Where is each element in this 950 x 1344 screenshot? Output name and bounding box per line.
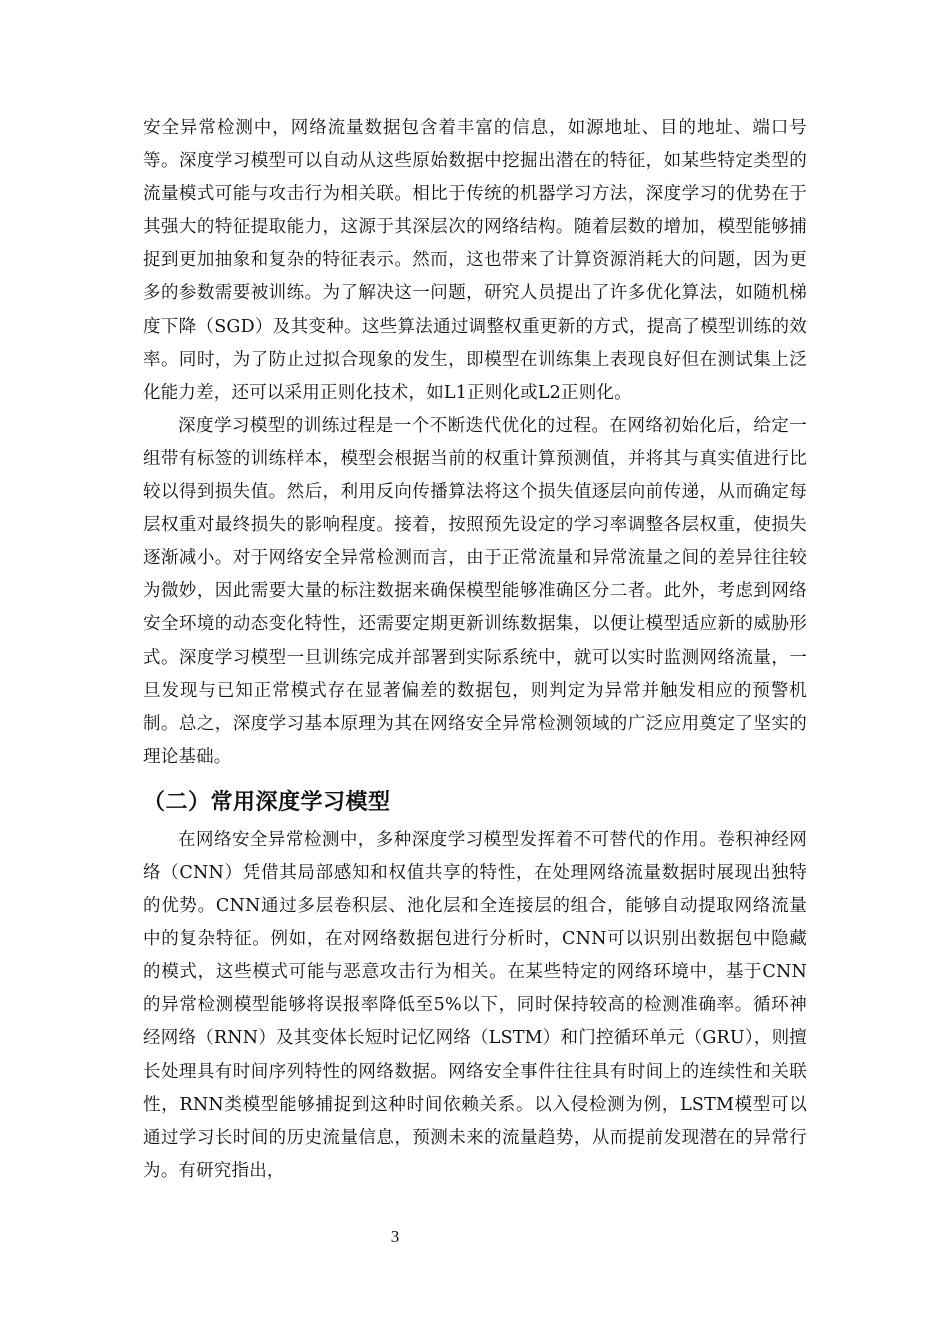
body-paragraph-1: 安全异常检测中，网络流量数据包含着丰富的信息，如源地址、目的地址、端口号等。深度学习模型可以自动从这些原始数据中挖掘出潜在的特征，如某些特定类型的流量模式可能与攻击行为相关联。相比于传统的机器学习方法，深度学习的优势在于其强大的特征提取能力，这源于其深层次的网络结构。随着层数的增加，模型能够捕捉到更加抽象和复杂的特征表示。然而，这也带来了计算资源消耗大的问题，因为更多的参数需要被训练。为了解决这一问题，研究人员提出了许多优化算法，如随机梯度下降（SGD）及其变种。这些算法通过调整权重更新的方式，提高了模型训练的效率。同时，为了防止过拟合现象的发生，即模型在训练集上表现良好但在测试集上泛化能力差，还可以采用正则化技术，如L1正则化或L2正则化。 [143,118,807,403]
body-paragraph-3: 在网络安全异常检测中，多种深度学习模型发挥着不可替代的作用。卷积神经网络（CNN）凭借其局部感知和权值共享的特性，在处理网络流量数据时展现出独特的优势。CNN通过多层卷积层、池化层和全连接层的组合，能够自动提取网络流量中的复杂特征。例如，在对网络数据包进行分析时，CNN可以识别出数据包中隐藏的模式，这些模式可能与恶意攻击行为相关。在某些特定的网络环境中，基于CNN的异常检测模型能够将误报率降低至5%以下，同时保持较高的检测准确率。循环神经网络（RNN）及其变体长短时记忆网络（LSTM）和门控循环单元（GRU），则擅长处理具有时间序列特性的网络数据。网络安全事件往往具有时间上的连续性和关联性，RNN类模型能够捕捉到这种时间依赖关系。以入侵检测为例，LSTM模型可以通过学习长时间的历史流量信息，预测未来的流量趋势，从而提前发现潜在的异常行为。有研究指出， [143,829,807,1181]
page-number: 3 [390,1227,400,1246]
section-heading: （二）常用深度学习模型 [143,789,391,815]
document-body [143,112,807,1188]
body-paragraph-2: 深度学习模型的训练过程是一个不断迭代优化的过程。在网络初始化后，给定一组带有标签的训练样本，模型会根据当前的权重计算预测值，并将其与真实值进行比较以得到损失值。然后，利用反向传播算法将这个损失值逐层向前传递，从而确定每层权重对最终损失的影响程度。接着，按照预先设定的学习率调整各层权重，使损失逐渐减小。对于网络安全异常检测而言，由于正常流量和异常流量之间的差异往往较为微妙，因此需要大量的标注数据来确保模型能够准确区分二者。此外，考虑到网络安全环境的动态变化特性，还需要定期更新训练数据集，以便让模型适应新的威胁形式。深度学习模型一旦训练完成并部署到实际系统中，就可以实时监测网络流量，一旦发现与已知正常模式存在显著偏差的数据包，则判定为异常并触发相应的预警机制。总之，深度学习基本原理为其在网络安全异常检测领域的广泛应用奠定了坚实的理论基础。 [143,415,807,767]
